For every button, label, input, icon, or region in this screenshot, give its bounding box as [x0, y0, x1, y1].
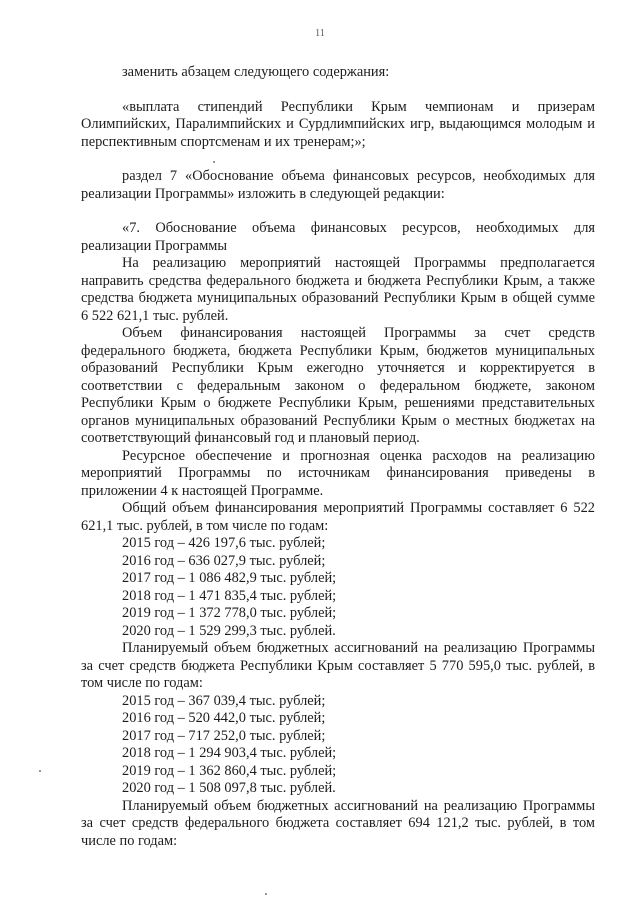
- year-line: 2019 год – 1 372 778,0 тыс. рублей;: [122, 605, 337, 621]
- scan-speck: [213, 161, 215, 163]
- year-line: 2017 год – 1 086 482,9 тыс. рублей;: [122, 570, 337, 586]
- intro-line: заменить абзацем следующего содержания:: [122, 64, 390, 80]
- year-line: 2019 год – 1 362 860,4 тыс. рублей;: [122, 762, 337, 779]
- year-line: 2018 год – 1 471 835,4 тыс. рублей;: [122, 587, 337, 604]
- funding-adjustment-paragraph: Объем финансирования настоящей Программы за счет средств федерального бюджета, бюджета Республики Крым, бюджетов муниципальных образований Республики Крым ежегодно уточняется и корректируется в соответствии с федеральным законом о федеральном бюджете, законом Республики Крым о бюджете Республики Крым, решениями представительных органов муниципальных образований Республики Крым о местных бюджетах на соответствующий финансовый год и плановый период.: [81, 325, 595, 446]
- scan-speck: [39, 770, 41, 772]
- year-line: 2020 год – 1 508 097,8 тыс. рублей.: [122, 780, 336, 796]
- page-number: 11: [315, 28, 325, 39]
- year-line: 2018 год – 1 294 903,4 тыс. рублей;: [122, 745, 337, 761]
- funding-intro-paragraph: На реализацию мероприятий настоящей Программы предполагается направить средства федерального бюджета и бюджета Республики Крым, а также средства бюджета муниципальных образований Республики Крым в общей сумме 6 522 621,1 тыс. рублей.: [81, 255, 595, 324]
- scan-speck: [265, 893, 267, 895]
- section-heading: «7. Обоснование объема финансовых ресурсов, необходимых для реализации Программы: [81, 220, 595, 254]
- year-line: 2015 год – 426 197,6 тыс. рублей;: [122, 535, 326, 551]
- appendix-reference-paragraph: Ресурсное обеспечение и прогнозная оценка расходов на реализацию мероприятий Программы по источникам финансирования приведены в приложении 4 к настоящей Программе.: [81, 447, 595, 499]
- year-line: 2016 год – 520 442,0 тыс. рублей;: [122, 710, 326, 726]
- section-instruction: раздел 7 «Обоснование объема финансовых ресурсов, необходимых для реализации Программы» изложить в следующей редакции:: [81, 168, 595, 202]
- year-line: 2015 год – 367 039,4 тыс. рублей;: [122, 692, 326, 709]
- quote-paragraph: «выплата стипендий Республики Крым чемпионам и призерам Олимпийских, Паралимпийских и Сурдлимпийских игр, выдающимся молодым и перспективным спортсменам и их тренерам;»;: [81, 98, 595, 150]
- total-funding-year-list: [81, 535, 595, 640]
- federal-funding-intro: Планируемый объем бюджетных ассигнований на реализацию Программы за счет средств федерального бюджета составляет 694 121,2 тыс. рублей, в том числе по годам:: [81, 797, 595, 849]
- regional-funding-year-list: [81, 693, 595, 798]
- year-line: 2016 год – 636 027,9 тыс. рублей;: [122, 552, 326, 569]
- year-line: 2020 год – 1 529 299,3 тыс. рублей.: [122, 622, 336, 639]
- document-body: [81, 64, 595, 850]
- year-line: 2017 год – 717 252,0 тыс. рублей;: [122, 727, 326, 744]
- regional-funding-intro: Планируемый объем бюджетных ассигнований на реализацию Программы за счет средств бюджета Республики Крым составляет 5 770 595,0 тыс. рублей, в том числе по годам:: [81, 640, 595, 691]
- total-funding-intro: Общий объем финансирования мероприятий Программы составляет 6 522 621,1 тыс. рублей, в том числе по годам:: [81, 500, 595, 534]
